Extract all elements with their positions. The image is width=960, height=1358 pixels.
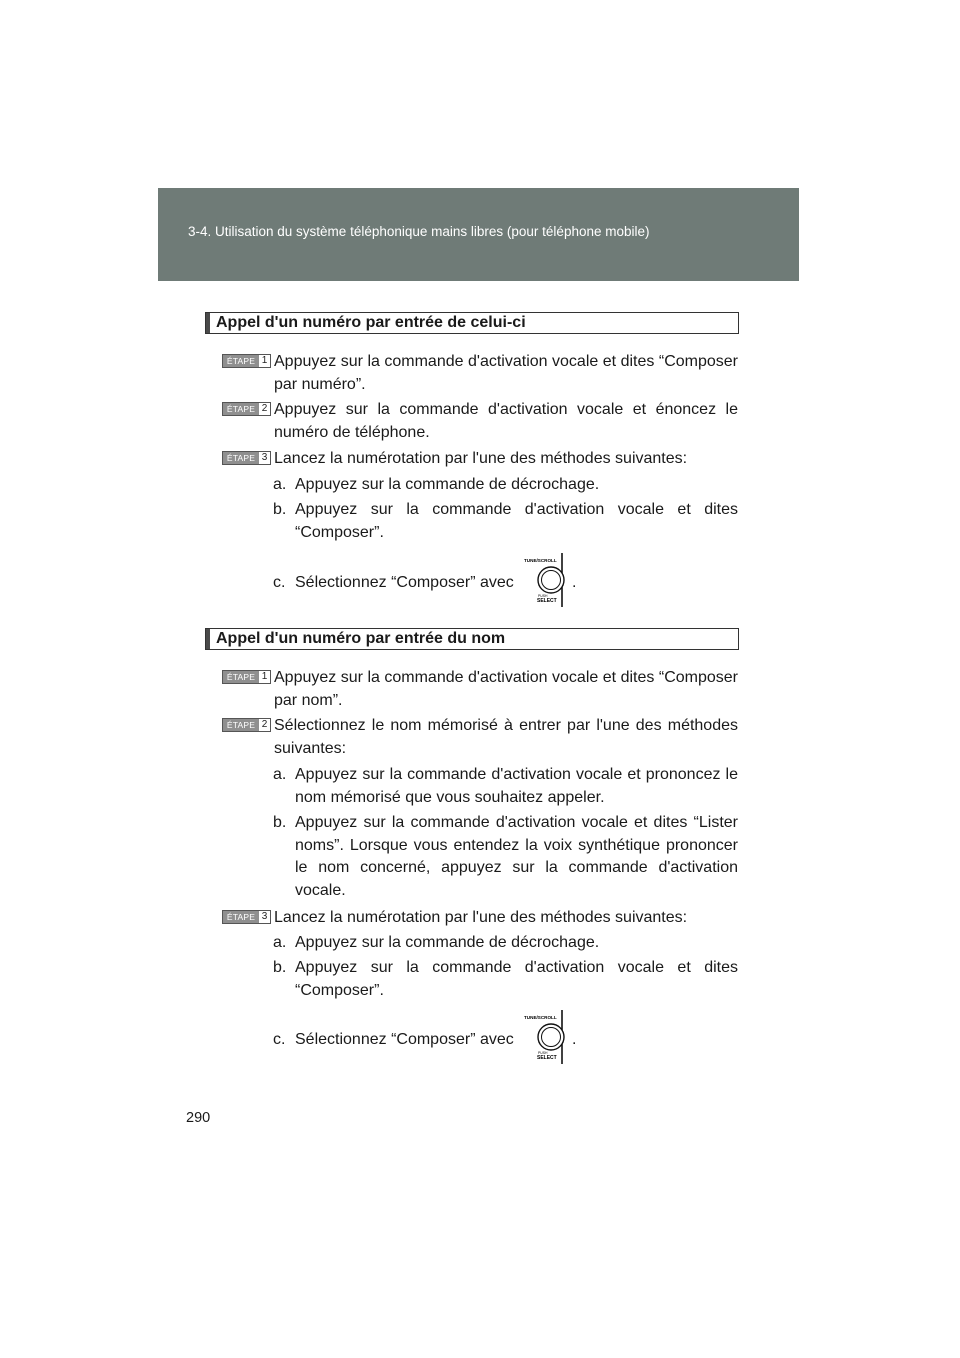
step-badge-label: ÉTAPE — [223, 911, 259, 923]
option-text-main: Sélectionnez “Composer” avec — [295, 1031, 514, 1048]
section-heading — [205, 312, 739, 334]
section-heading — [205, 628, 739, 650]
option-letter: b. — [273, 501, 287, 518]
step-badge-label: ÉTAPE — [223, 403, 259, 415]
step-text: Lancez la numérotation par l'une des méthodes suivantes: — [274, 450, 688, 467]
option-suffix: . — [572, 1031, 577, 1048]
tune-scroll-knob-icon — [520, 1008, 570, 1066]
step-badge-label: ÉTAPE — [223, 671, 259, 683]
step-badge-label: ÉTAPE — [223, 719, 259, 731]
knob-push-label: PUSH — [538, 594, 548, 598]
option-text — [295, 572, 738, 595]
chapter-header — [158, 188, 799, 281]
step-text: Lancez la numérotation par l'une des méthodes suivantes: — [274, 909, 688, 926]
option-item — [273, 932, 738, 955]
option-text-main: Sélectionnez “Composer” avec — [295, 574, 514, 591]
step-item — [222, 715, 738, 760]
option-text: Appuyez sur la commande de décrochage. — [295, 476, 600, 493]
step-badge-number: 1 — [259, 355, 270, 367]
option-item — [273, 764, 738, 809]
page-number: 290 — [186, 1110, 211, 1126]
step-badge-number: 3 — [259, 911, 270, 923]
step-badge — [222, 354, 271, 368]
section-heading-text: Appel d'un numéro par entrée du nom — [216, 630, 506, 647]
step-badge-number: 2 — [259, 403, 270, 415]
step-text: Appuyez sur la commande d'activation vocale et énoncez le numéro de téléphone. — [274, 401, 738, 441]
knob-top-label: TUNE/SCROLL — [524, 558, 557, 563]
knob-push-label: PUSH — [538, 1051, 548, 1055]
step-badge-number: 1 — [259, 671, 270, 683]
step-text: Appuyez sur la commande d'activation vocale et dites “Composer par nom”. — [274, 669, 738, 709]
step-item — [222, 907, 738, 930]
step-text: Appuyez sur la commande d'activation vocale et dites “Composer par numéro”. — [274, 353, 738, 393]
step-item — [222, 667, 738, 712]
chapter-title: 3-4. Utilisation du système téléphonique mains libres (pour téléphone mobile) — [188, 224, 650, 239]
option-letter: a. — [273, 934, 287, 951]
knob-top-label: TUNE/SCROLL — [524, 1015, 557, 1020]
step-item — [222, 399, 738, 444]
option-letter: c. — [273, 1031, 286, 1048]
option-letter: a. — [273, 476, 287, 493]
step-item — [222, 351, 738, 396]
option-letter: c. — [273, 574, 286, 591]
option-item — [273, 812, 738, 902]
option-item — [273, 1029, 738, 1052]
step-badge-label: ÉTAPE — [223, 355, 259, 367]
option-text: Appuyez sur la commande de décrochage. — [295, 934, 600, 951]
step-badge-number: 2 — [259, 719, 270, 731]
step-badge — [222, 402, 271, 416]
option-text: Appuyez sur la commande d'activation vocale et dites “Composer”. — [295, 501, 738, 541]
step-badge — [222, 451, 271, 465]
step-badge-number: 3 — [259, 452, 270, 464]
section-heading-text: Appel d'un numéro par entrée de celui-ci — [216, 314, 526, 331]
option-text: Appuyez sur la commande d'activation vocale et dites “Composer”. — [295, 959, 738, 999]
tune-scroll-knob-icon — [520, 551, 570, 609]
option-text: Appuyez sur la commande d'activation vocale et dites “Lister noms”. Lorsque vous entendez la voix synthétique prononcer le nom concerné, appuyez sur la commande d'activation vocale. — [295, 814, 738, 899]
step-badge-label: ÉTAPE — [223, 452, 259, 464]
option-letter: b. — [273, 814, 287, 831]
option-text — [295, 1029, 738, 1052]
heading-bar — [206, 313, 210, 333]
option-item — [273, 957, 738, 1002]
knob-bottom-label: SELECT — [537, 598, 557, 604]
option-suffix: . — [572, 574, 577, 591]
option-item — [273, 499, 738, 544]
step-item — [222, 448, 738, 471]
option-item — [273, 572, 738, 595]
option-text: Appuyez sur la commande d'activation vocale et prononcez le nom mémorisé que vous souhaitez appeler. — [295, 766, 738, 806]
option-letter: a. — [273, 766, 287, 783]
knob-bottom-label: SELECT — [537, 1055, 557, 1061]
step-badge — [222, 718, 271, 732]
step-text: Sélectionnez le nom mémorisé à entrer par l'une des méthodes suivantes: — [274, 717, 738, 757]
option-item — [273, 474, 738, 497]
step-badge — [222, 670, 271, 684]
option-letter: b. — [273, 959, 287, 976]
step-badge — [222, 910, 271, 924]
heading-bar — [206, 629, 210, 649]
